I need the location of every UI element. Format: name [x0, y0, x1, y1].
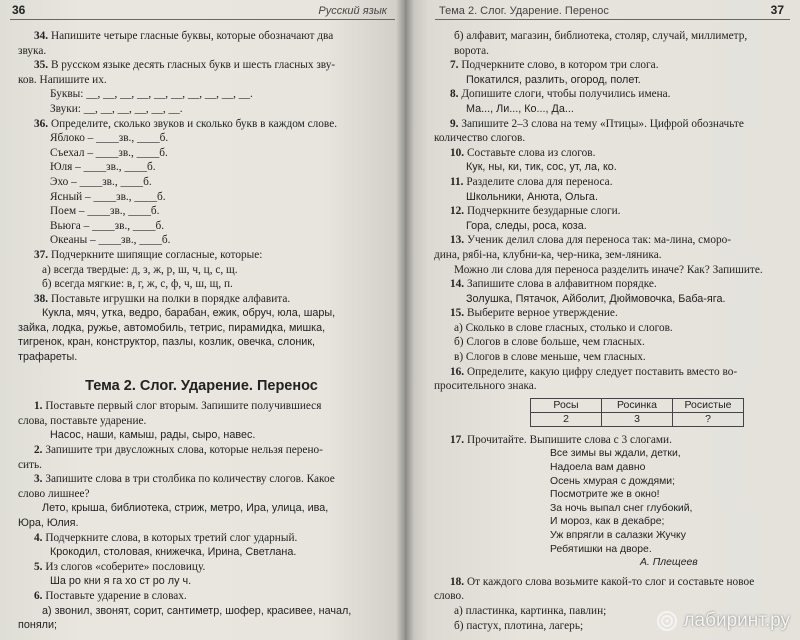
table-cell: 2	[531, 412, 602, 426]
syllable-table	[530, 398, 744, 427]
header-rule	[10, 19, 395, 20]
exercise-item: ворота.	[454, 44, 489, 57]
task-line: 4. Подчеркните слова, в которых третий слог ударный.	[34, 531, 298, 544]
exercise-item: б) пастух, плотина, лагерь;	[454, 619, 584, 632]
task-line: 14. Запишите слова в алфавитном порядке.	[450, 278, 657, 291]
exercise-item: Золушка, Пятачок, Айболит, Дюймовочка, Баба-яга.	[466, 292, 726, 305]
task-line: 34. Напишите четыре гласные буквы, которые обозначают два	[34, 30, 334, 42]
poem-line: Осень хмурая с дождями;	[550, 475, 675, 487]
task-line: 1. Поставьте первый слог вторым. Запишите получившиеся	[34, 400, 322, 413]
poem-author: А. Плещеев	[640, 557, 698, 569]
task-line: количество слогов.	[434, 132, 526, 145]
exercise-item: Кук, ны, ки, тик, сос, ут, ла, ко.	[466, 161, 617, 174]
poem-line: Посмотрите же в окно!	[550, 489, 660, 501]
task-line: 15. Выберите верное утверждение.	[450, 307, 618, 320]
labyrinth-logo-icon	[656, 610, 678, 632]
exercise-item: а) звонил, звонят, сорит, сантиметр, шофер, красивее, начал,	[42, 604, 352, 617]
watermark	[656, 610, 790, 632]
exercise-item: тигренок, кран, конструктор, пазлы, козлик, овечка, слоник,	[18, 336, 316, 349]
task-line: слова, поставьте ударение.	[18, 414, 147, 427]
exercise-item: а) пластинка, картинка, павлин;	[454, 604, 607, 617]
exercise-item: поняли;	[18, 619, 57, 632]
book-gutter	[396, 0, 414, 640]
exercise-item: Крокодил, столовая, книжечка, Ирина, Светлана.	[50, 546, 297, 559]
exercise-item: Поем – ____зв., ____б.	[50, 205, 160, 218]
exercise-item: в) Слогов в слове меньше, чем гласных.	[454, 351, 646, 364]
task-line: 13. Ученик делил слова для переноса так: ма-лина, сморо-	[450, 234, 732, 247]
exercise-item: Насос, наши, камыш, рады, сыро, навес.	[50, 429, 256, 442]
exercise-item: Юра, Юлия.	[18, 517, 79, 529]
watermark-text: лабиринт.ру	[683, 610, 790, 632]
exercise-item: Съехал – ____зв., ____б.	[50, 146, 168, 159]
topic-title: Тема 2. Слог. Ударение. Перенос	[85, 377, 318, 394]
table-row	[531, 412, 744, 426]
task-line: 3. Запишите слова в три столбика по количеству слогов. Какое	[34, 473, 335, 486]
exercise-item: а) Сколько в слове гласных, столько и слогов.	[454, 321, 673, 334]
table-cell: 3	[602, 412, 673, 426]
poem-line: Надоела вам давно	[550, 462, 646, 474]
task-line: 16. Определите, какую цифру следует поставить вместо во-	[450, 365, 738, 378]
task-line: 2. Запишите три двусложных слова, которые нельзя перено-	[34, 444, 323, 457]
exercise-item: Покатился, разлить, огород, полет.	[466, 73, 641, 86]
task-line: Можно ли слова для переноса разделить иначе? Как? Запишите.	[454, 263, 763, 276]
task-line: 37. Подчеркните шипящие согласные, которые:	[34, 248, 263, 261]
exercise-item: Яблоко – ____зв., ____б.	[50, 132, 169, 145]
table-cell: Росы	[531, 398, 602, 412]
exercise-item: Кукла, мяч, утка, ведро, барабан, ежик, обруч, юла, шары,	[42, 307, 336, 320]
task-line: 7. Подчеркните слово, в котором три слога.	[450, 59, 659, 72]
poem-line: За ночь выпал снег глубокий,	[550, 502, 693, 514]
exercise-item: б) алфавит, магазин, библиотека, столяр, случай, миллиметр,	[454, 30, 748, 42]
task-line: просительного знака.	[434, 380, 537, 393]
answer-line-sounds: Звуки: __, __, __, __, __, __.	[50, 102, 183, 115]
task-line: 17. Прочитайте. Выпишите слова с 3 слогами.	[450, 433, 672, 446]
exercise-item: зайка, лодка, ружье, автомобиль, тетрис, пирамидка, мишка,	[18, 321, 326, 334]
task-line: звука.	[18, 44, 47, 57]
running-head: Русский язык	[318, 5, 387, 17]
exercise-item: Юля – ____зв., ____б.	[50, 161, 156, 174]
task-line: 36. Определите, сколько звуков и сколько букв в каждом слове.	[34, 117, 338, 130]
right-page	[405, 0, 800, 640]
exercise-item: Ма..., Ли..., Ко..., Да...	[466, 102, 574, 115]
exercise-item: трафареты.	[18, 351, 78, 364]
answer-line-letters: Буквы: __, __, __, __, __, __, __, __, __, __.	[50, 88, 253, 101]
header-rule	[435, 19, 790, 20]
exercise-item: Школьники, Анюта, Ольга.	[466, 190, 598, 203]
poem-line: Все зимы вы ждали, детки,	[550, 448, 681, 460]
exercise-item: Гора, следы, роса, коза.	[466, 219, 587, 232]
task-line: 8. Допишите слоги, чтобы получились имена.	[450, 88, 671, 101]
exercise-item: б) Слогов в слове больше, чем гласных.	[454, 336, 645, 349]
exercise-item: Вьюга – ____зв., ____б.	[50, 219, 165, 232]
left-content	[14, 29, 389, 633]
task-line: сить.	[18, 458, 42, 471]
running-head: Тема 2. Слог. Ударение. Перенос	[439, 5, 609, 17]
task-line: 11. Разделите слова для переноса.	[450, 175, 613, 188]
page-number: 36	[12, 3, 26, 17]
task-line: дина, рябі-на, клубни-ка, чер-ника, зем-ляника.	[434, 248, 662, 261]
task-line: 6. Поставьте ударение в словах.	[34, 589, 187, 602]
exercise-item: Ша ро кни я га хо ст ро лу ч.	[50, 575, 192, 588]
table-cell: Росинка	[602, 398, 673, 412]
task-line: 38. Поставьте игрушки на полки в порядке алфавита.	[34, 292, 291, 305]
exercise-item: Эхо – ____зв., ____б.	[50, 175, 152, 188]
table-cell: ?	[673, 412, 744, 426]
exercise-item: Океаны – ____зв., ____б.	[50, 234, 171, 247]
page-number: 37	[770, 3, 784, 17]
task-line: 18. От каждого слова возьмите какой-то слог и составьте новое	[450, 575, 755, 588]
exercise-item: б) всегда мягкие: в, г, ж, с, ф, ч, ш, щ, п.	[42, 278, 233, 291]
right-content	[430, 29, 790, 633]
poem-line: И мороз, как в декабре;	[550, 516, 665, 528]
poem-line: Ребятишки на дворе.	[550, 543, 652, 555]
task-line: слово.	[434, 590, 465, 603]
task-line: 10. Составьте слова из слогов.	[450, 146, 596, 159]
exercise-item: Ясный – ____зв., ____б.	[50, 190, 166, 203]
poem	[550, 447, 790, 556]
exercise-item: а) всегда твердые: д, з, ж, р, ш, ч, ц, с, щ.	[42, 263, 238, 276]
task-line: ков. Напишите их.	[18, 73, 107, 86]
exercise-item: Лето, крыша, библиотека, стриж, метро, Ира, улица, ива,	[42, 502, 329, 515]
task-line: 35. В русском языке десять гласных букв и шесть гласных зву-	[34, 59, 336, 72]
task-line: слово лишнее?	[18, 487, 90, 500]
task-line: 9. Запишите 2–3 слова на тему «Птицы». Цифрой обозначьте	[450, 117, 744, 130]
table-header-row	[531, 398, 744, 412]
poem-line: Уж впрягли в салазки Жучку	[550, 530, 686, 541]
task-line: 5. Из слогов «соберите» пословицу.	[34, 560, 206, 573]
task-line: 12. Подчеркните безударные слоги.	[450, 205, 621, 218]
table-cell: Росистые	[673, 398, 744, 412]
